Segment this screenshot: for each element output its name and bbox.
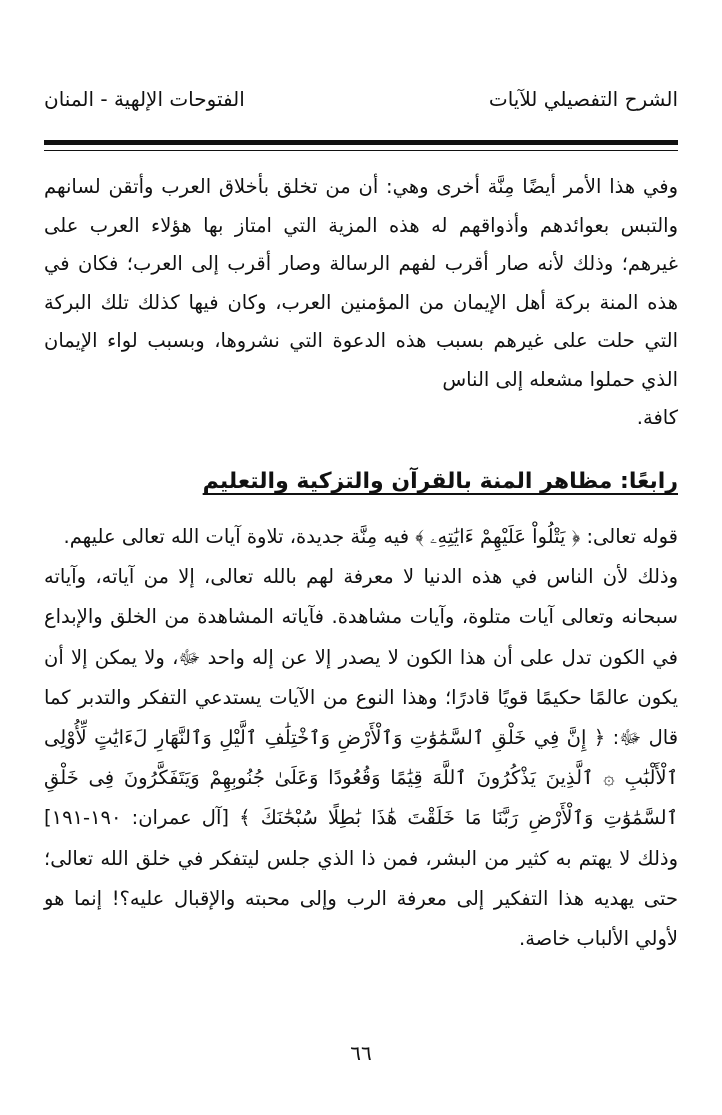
page-number: ٦٦ <box>350 1041 372 1065</box>
page-header <box>44 84 678 128</box>
paragraph-2-after-verse-1: فيه مِنَّة جديدة، تلاوة آيات الله تعالى عليهم. <box>63 525 410 548</box>
paragraph-1 <box>44 168 678 438</box>
paragraph-1-end: كافة. <box>636 406 678 429</box>
header-rule-thick <box>44 140 678 145</box>
paragraph-1-text: وفي هذا الأمر أيضًا مِنَّة أخرى وهي: أن من تخلق بأخلاق العرب وأتقن لسانهم والتبس بعوائدهم وأذواقهم له هذه المزية التي امتاز بها هؤلاء العرب على غيرهم؛ وذلك لأنه صار أقرب لفهم الرسالة وصار أقرب إلى العرب؛ فكان في هذه المنة بركة أهل الإيمان من المؤمنين العرب، وكان فيها كذلك تلك البركة التي حلت على غيرهم بسبب هذه الدعوة التي نشروها، وبسبب لواء الإيمان الذي حملوا مشعله إلى الناس <box>44 175 678 391</box>
paragraph-2-line-2: وذلك لأن الناس في هذه الدنيا لا معرفة لهم بالله تعالى، إلا من آياته، وآياته سبحانه وتعالى آيات متلوة، وآيات مشاهدة. فآياته المشاهدة من الخلق والإبداع في الكون تدل على أن هذا الكون لا يصدر إلا عن إله واحد ﷻ، ولا يمكن إلا أن يكون عالمًا حكيمًا قويًا قادرًا؛ وهذا النوع من الآيات يستدعي التفكر والتدبر كما قال ﷻ: <box>44 565 679 750</box>
section-heading: رابعًا: مظاهر المنة بالقرآن والتزكية والتعليم <box>202 469 678 494</box>
book-title: الفتوحات الإلهية - المنان <box>44 87 245 111</box>
verse-citation: [آل عمران: ١٩٠-١٩١] <box>44 806 229 830</box>
running-title: الشرح التفصيلي للآيات <box>488 87 678 111</box>
quran-verse-1: ﴿ يَتْلُواْ عَلَيْهِمْ ءَايَٰتِهِۦ ﴾ <box>415 525 581 548</box>
paragraph-2-intro: قوله تعالى: <box>586 525 678 548</box>
quran-verse-2: ﴿ إِنَّ فِي خَلْقِ ٱلسَّمَٰوَٰتِ وَٱلْأَرْضِ وَٱخْتِلَٰفِ ٱلَّيْلِ وَٱلنَّهَارِ لَءَايَٰتٍ لِّأُوْلِى ٱلْأَلْبَٰبِ ۞ ٱلَّذِينَ يَذْكُرُونَ ٱللَّهَ قِيَٰمًا وَقُعُودًا وَعَلَىٰ جُنُوبِهِمْ وَيَتَفَكَّرُونَ فِى خَلْقِ ٱلسَّمَٰوَٰتِ وَٱلْأَرْضِ رَبَّنَا مَا خَلَقْتَ هَٰذَا بَٰطِلًا سُبْحَٰنَكَ ﴾ <box>44 726 679 830</box>
paragraph-2 <box>44 517 678 959</box>
paragraph-2-after-verse-2: وذلك لا يهتم به كثير من البشر، فمن ذا الذي جلس ليتفكر في خلق الله تعالى؛ حتى يهديه هذا التفكير إلى معرفة الرب وإلى محبته والإقبال عليه؟! إنما هو لأولي الألباب خاصة. <box>44 846 678 951</box>
paragraph-2-line-1 <box>44 517 678 557</box>
header-rule-thin <box>44 150 678 151</box>
paragraph-2-body <box>44 557 678 959</box>
